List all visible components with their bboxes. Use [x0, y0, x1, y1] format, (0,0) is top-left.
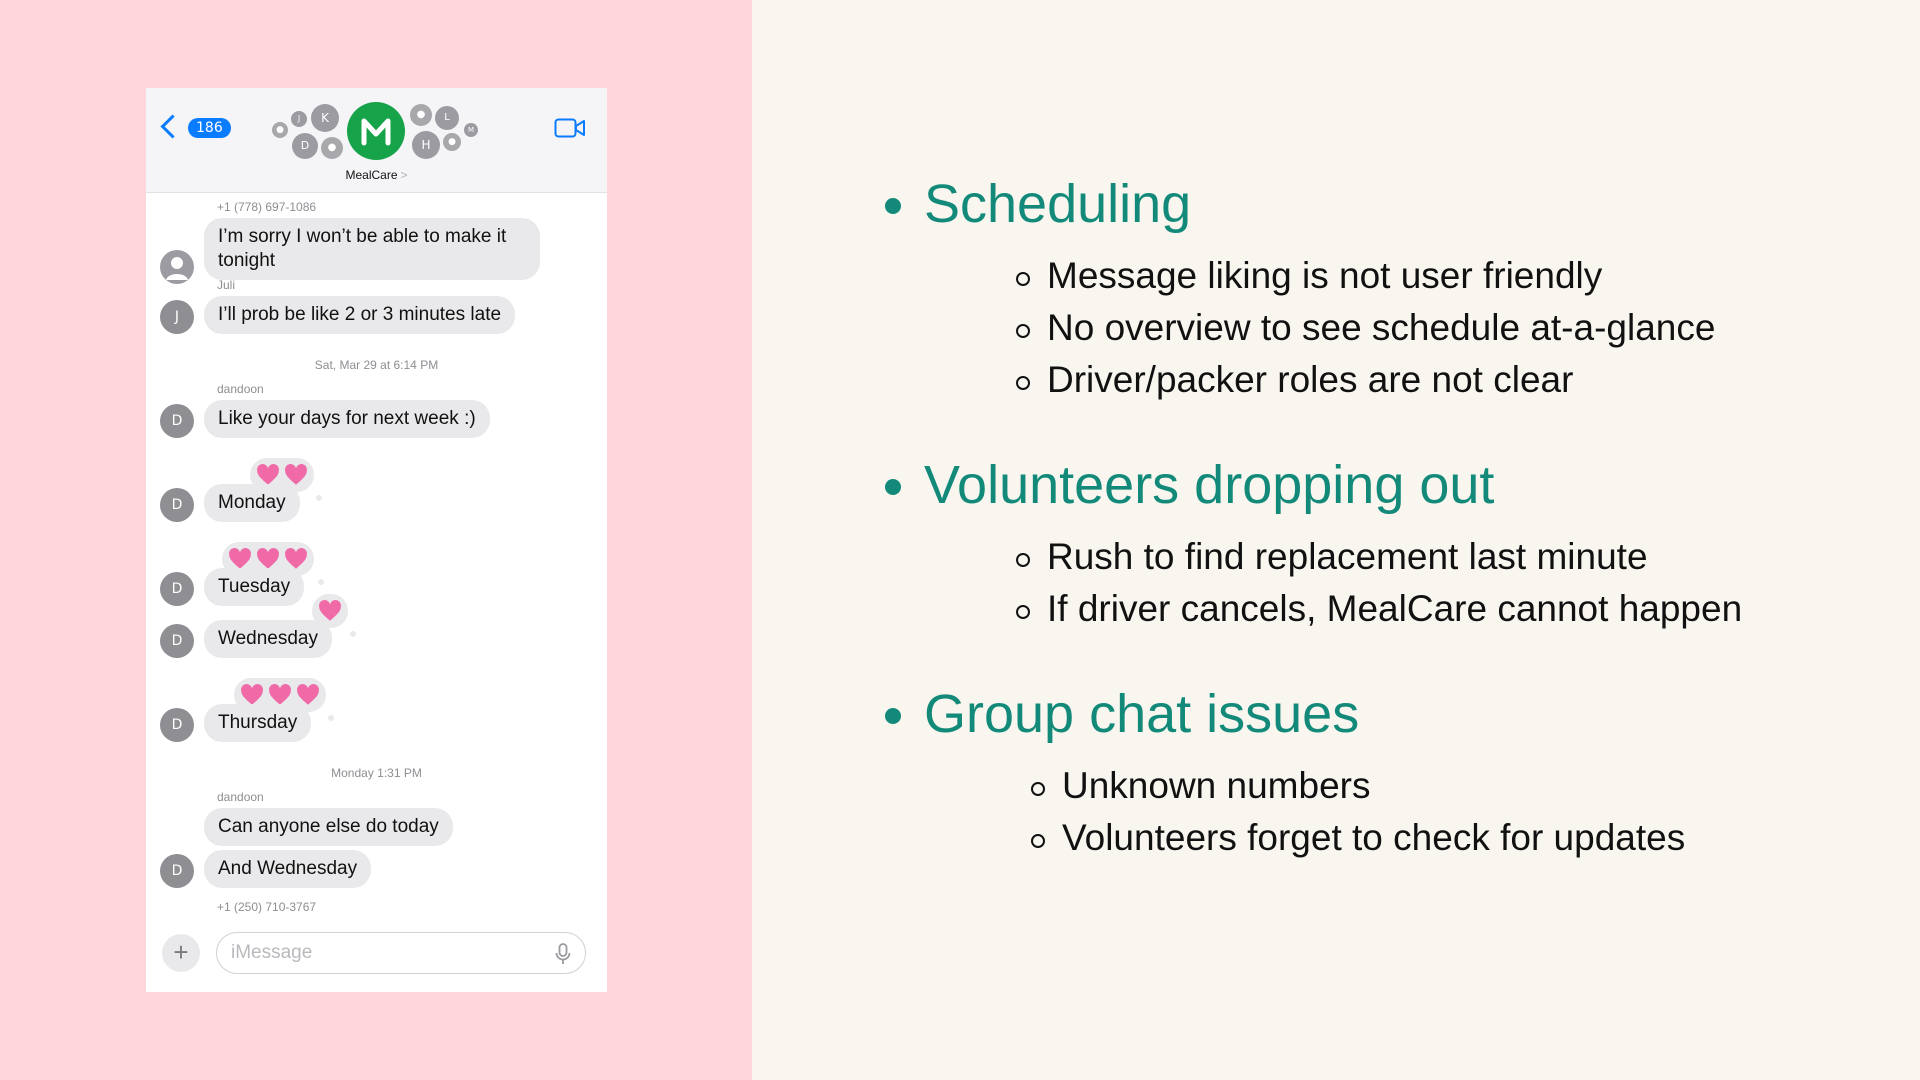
sub-bullet — [1016, 605, 1030, 619]
group-name[interactable] — [146, 168, 607, 182]
sub-bullet — [1031, 782, 1045, 796]
message-input[interactable] — [216, 932, 586, 974]
section-title-group-chat: Group chat issues — [924, 684, 1360, 744]
bullet-item: Message liking is not user friendly — [1047, 255, 1603, 296]
sender-name: dandoon — [217, 790, 264, 804]
header-avatar-d: D — [292, 133, 318, 159]
person-icon — [160, 250, 194, 284]
sender-avatar: D — [160, 572, 194, 606]
sender-name: +1 (778) 697-1086 — [217, 200, 317, 214]
sender-avatar — [160, 250, 194, 284]
header-avatar-person: ● — [410, 104, 432, 126]
header-avatar-k: K — [311, 104, 339, 132]
sub-bullet — [1016, 553, 1030, 567]
bullet-dot — [885, 198, 901, 214]
sender-avatar: J — [160, 300, 194, 334]
microphone-icon[interactable] — [554, 942, 572, 966]
group-name-label: MealCare — [345, 168, 398, 182]
message-bubble[interactable]: Tuesday — [204, 568, 304, 606]
header-avatar-l: L — [435, 106, 459, 130]
sender-avatar: D — [160, 624, 194, 658]
message-bubble[interactable]: Thursday — [204, 704, 311, 742]
bullet-item: Volunteers forget to check for updates — [1062, 817, 1686, 858]
add-attachment-button[interactable]: + — [162, 934, 200, 972]
sender-name: Juli — [217, 278, 236, 292]
sender-avatar: D — [160, 854, 194, 888]
message-bubble[interactable]: Like your days for next week :) — [204, 400, 490, 438]
bullet-item: No overview to see schedule at-a-glance — [1047, 307, 1716, 348]
sub-bullet — [1031, 834, 1045, 848]
sender-name: +1 (250) 710-3767 — [217, 900, 317, 914]
message-list[interactable] — [146, 192, 607, 912]
group-details-chevron-icon: > — [400, 168, 408, 182]
message-bubble[interactable]: Wednesday — [204, 620, 332, 658]
mealcare-group-avatar[interactable] — [347, 102, 405, 160]
unread-count-badge[interactable]: 186 — [188, 118, 231, 138]
timestamp: Monday 1:31 PM — [331, 766, 422, 780]
mealcare-logo-icon — [347, 102, 405, 160]
section-title-scheduling: Scheduling — [924, 174, 1192, 234]
sender-avatar: D — [160, 708, 194, 742]
bullet-item: Rush to find replacement last minute — [1047, 536, 1648, 577]
header-avatar-h: H — [412, 131, 440, 159]
conversation-header — [146, 88, 607, 193]
sender-avatar: D — [160, 404, 194, 438]
reaction-tail — [350, 631, 356, 637]
sub-bullet — [1016, 376, 1030, 390]
video-call-icon[interactable] — [554, 116, 586, 140]
header-avatar-person: ● — [443, 133, 461, 151]
header-avatar-m: M — [464, 123, 478, 137]
message-bubble[interactable]: Can anyone else do today — [204, 808, 453, 846]
imessage-screenshot — [146, 88, 607, 992]
message-bubble[interactable]: And Wednesday — [204, 850, 371, 888]
section-title-volunteers: Volunteers dropping out — [924, 455, 1495, 515]
header-avatar-person: ● — [321, 137, 343, 159]
header-avatar-person: ● — [272, 122, 288, 138]
header-avatar-j: J — [291, 111, 307, 127]
reaction-tail — [318, 579, 324, 585]
bullet-dot — [885, 708, 901, 724]
timestamp: Sat, Mar 29 at 6:14 PM — [314, 358, 439, 372]
message-composer — [146, 926, 607, 992]
sender-avatar: D — [160, 488, 194, 522]
bullet-item: Unknown numbers — [1062, 765, 1371, 806]
sub-bullet — [1016, 324, 1030, 338]
back-chevron-icon[interactable] — [160, 114, 184, 138]
reaction-tail — [328, 715, 334, 721]
bullet-dot — [885, 479, 901, 495]
heart-icon — [317, 598, 343, 624]
reaction-tail — [316, 495, 322, 501]
bullet-item: If driver cancels, MealCare cannot happen — [1047, 588, 1743, 629]
bullet-item: Driver/packer roles are not clear — [1047, 359, 1574, 400]
message-bubble[interactable]: I’m sorry I won’t be able to make it tonight — [204, 218, 540, 280]
sender-name: dandoon — [217, 382, 264, 396]
message-bubble[interactable]: Monday — [204, 484, 300, 522]
message-bubble[interactable]: I’ll prob be like 2 or 3 minutes late — [204, 296, 515, 334]
sub-bullet — [1016, 272, 1030, 286]
